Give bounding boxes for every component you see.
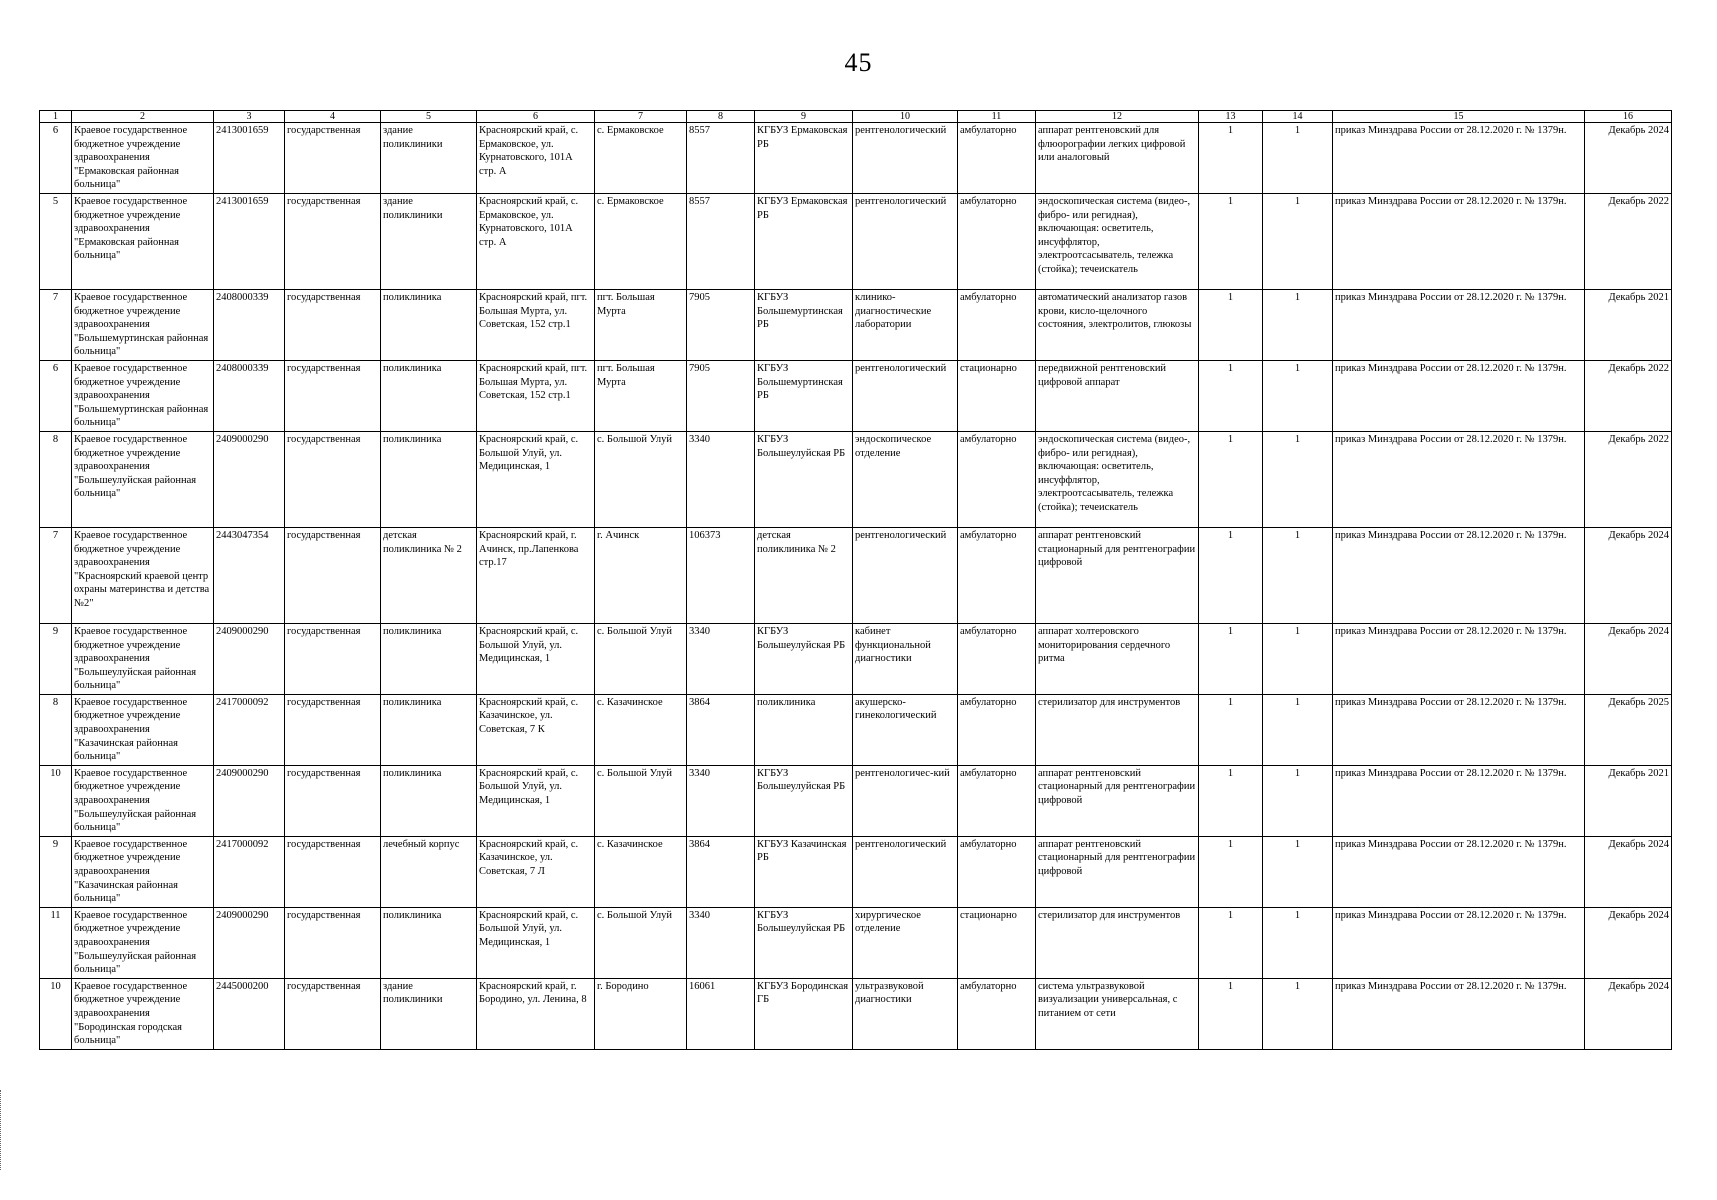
institution-name-cell: Краевое государственное бюджетное учреждение здравоохранения "Большеулуйская районная больница" bbox=[72, 907, 214, 978]
row-number-cell: 9 bbox=[40, 623, 72, 694]
table-row bbox=[40, 765, 1672, 836]
institution-name-cell: Краевое государственное бюджетное учреждение здравоохранения "Большеулуйская районная больница" bbox=[72, 623, 214, 694]
row-number-cell: 5 bbox=[40, 193, 72, 289]
column-number-7: 7 bbox=[595, 111, 687, 123]
row-number-cell: 9 bbox=[40, 836, 72, 907]
service-profile-cell: рентгенологический bbox=[853, 123, 958, 194]
inn-cell: 2409000290 bbox=[214, 765, 285, 836]
address-cell: Красноярский край, с. Большой Улуй, ул. Медицинская, 1 bbox=[477, 765, 595, 836]
building-type-cell: поликлиника bbox=[381, 431, 477, 527]
row-number-cell: 8 bbox=[40, 431, 72, 527]
deadline-cell: Декабрь 2022 bbox=[1585, 360, 1672, 431]
settlement-cell: с. Большой Улуй bbox=[595, 907, 687, 978]
department-name-cell: поликлиника bbox=[755, 694, 853, 765]
column-number-1: 1 bbox=[40, 111, 72, 123]
deadline-cell: Декабрь 2021 bbox=[1585, 765, 1672, 836]
quantity-required-cell: 1 bbox=[1199, 527, 1263, 623]
equipment-name-cell: стерилизатор для инструментов bbox=[1036, 694, 1199, 765]
population-cell: 3340 bbox=[687, 765, 755, 836]
inn-cell: 2445000200 bbox=[214, 978, 285, 1049]
settlement-cell: с. Ермаковское bbox=[595, 123, 687, 194]
deadline-cell: Декабрь 2024 bbox=[1585, 623, 1672, 694]
institution-name-cell: Краевое государственное бюджетное учреждение здравоохранения "Бородинская городская больница" bbox=[72, 978, 214, 1049]
table-row bbox=[40, 623, 1672, 694]
department-name-cell: КГБУЗ Бородинская ГБ bbox=[755, 978, 853, 1049]
quantity-required-cell: 1 bbox=[1199, 623, 1263, 694]
row-number-cell: 8 bbox=[40, 694, 72, 765]
institution-name-cell: Краевое государственное бюджетное учреждение здравоохранения "Большемуртинская районная больница" bbox=[72, 289, 214, 360]
column-number-14: 14 bbox=[1263, 111, 1333, 123]
address-cell: Красноярский край, с. Казачинское, ул. Советская, 7 Л bbox=[477, 836, 595, 907]
regulatory-basis-cell: приказ Минздрава России от 28.12.2020 г. № 1379н. bbox=[1333, 123, 1585, 194]
quantity-planned-cell: 1 bbox=[1263, 907, 1333, 978]
settlement-cell: с. Казачинское bbox=[595, 694, 687, 765]
column-number-3: 3 bbox=[214, 111, 285, 123]
building-type-cell: детская поликлиника № 2 bbox=[381, 527, 477, 623]
deadline-cell: Декабрь 2025 bbox=[1585, 694, 1672, 765]
table-row bbox=[40, 907, 1672, 978]
quantity-planned-cell: 1 bbox=[1263, 765, 1333, 836]
service-profile-cell: рентгенологический bbox=[853, 527, 958, 623]
equipment-name-cell: аппарат рентгеновский стационарный для рентгенографии цифровой bbox=[1036, 836, 1199, 907]
quantity-required-cell: 1 bbox=[1199, 360, 1263, 431]
building-type-cell: здание поликлиники bbox=[381, 193, 477, 289]
deadline-cell: Декабрь 2021 bbox=[1585, 289, 1672, 360]
table-row bbox=[40, 431, 1672, 527]
deadline-cell: Декабрь 2022 bbox=[1585, 193, 1672, 289]
settlement-cell: с. Ермаковское bbox=[595, 193, 687, 289]
department-name-cell: КГБУЗ Большемуртинская РБ bbox=[755, 289, 853, 360]
column-number-11: 11 bbox=[958, 111, 1036, 123]
service-profile-cell: акушерско-гинекологический bbox=[853, 694, 958, 765]
quantity-required-cell: 1 bbox=[1199, 978, 1263, 1049]
building-type-cell: поликлиника bbox=[381, 289, 477, 360]
building-type-cell: лечебный корпус bbox=[381, 836, 477, 907]
inn-cell: 2417000092 bbox=[214, 836, 285, 907]
column-number-13: 13 bbox=[1199, 111, 1263, 123]
ownership-form-cell: государственная bbox=[285, 907, 381, 978]
deadline-cell: Декабрь 2024 bbox=[1585, 123, 1672, 194]
equipment-name-cell: эндоскопическая система (видео-, фибро- или регидная), включающая: осветитель, инсуффлятор, электроотсасыватель, тележка (стойка); течеискатель bbox=[1036, 193, 1199, 289]
settlement-cell: пгт. Большая Мурта bbox=[595, 289, 687, 360]
building-type-cell: здание поликлиники bbox=[381, 123, 477, 194]
equipment-name-cell: аппарат рентгеновский стационарный для рентгенографии цифровой bbox=[1036, 765, 1199, 836]
equipment-name-cell: эндоскопическая система (видео-, фибро- или регидная), включающая: осветитель, инсуффлятор, электроотсасыватель, тележка (стойка); течеискатель bbox=[1036, 431, 1199, 527]
population-cell: 3340 bbox=[687, 623, 755, 694]
quantity-planned-cell: 1 bbox=[1263, 527, 1333, 623]
institution-name-cell: Краевое государственное бюджетное учреждение здравоохранения "Большеулуйская районная больница" bbox=[72, 431, 214, 527]
care-conditions-cell: амбулаторно bbox=[958, 978, 1036, 1049]
institution-name-cell: Краевое государственное бюджетное учреждение здравоохранения "Ермаковская районная больница" bbox=[72, 123, 214, 194]
address-cell: Красноярский край, г. Ачинск, пр.Лапенкова стр.17 bbox=[477, 527, 595, 623]
row-number-cell: 11 bbox=[40, 907, 72, 978]
deadline-cell: Декабрь 2022 bbox=[1585, 431, 1672, 527]
quantity-required-cell: 1 bbox=[1199, 694, 1263, 765]
equipment-name-cell: автоматический анализатор газов крови, кисло-щелочного состояния, электролитов, глюкозы bbox=[1036, 289, 1199, 360]
row-number-cell: 10 bbox=[40, 978, 72, 1049]
building-type-cell: поликлиника bbox=[381, 907, 477, 978]
care-conditions-cell: амбулаторно bbox=[958, 765, 1036, 836]
column-number-15: 15 bbox=[1333, 111, 1585, 123]
address-cell: Красноярский край, с. Ермаковское, ул. Курнатовского, 101А стр. А bbox=[477, 123, 595, 194]
care-conditions-cell: амбулаторно bbox=[958, 431, 1036, 527]
equipment-name-cell: аппарат холтеровского мониторирования сердечного ритма bbox=[1036, 623, 1199, 694]
population-cell: 8557 bbox=[687, 123, 755, 194]
column-number-12: 12 bbox=[1036, 111, 1199, 123]
regulatory-basis-cell: приказ Минздрава России от 28.12.2020 г. № 1379н. bbox=[1333, 527, 1585, 623]
institution-name-cell: Краевое государственное бюджетное учреждение здравоохранения "Казачинская районная больница" bbox=[72, 694, 214, 765]
inn-cell: 2409000290 bbox=[214, 907, 285, 978]
department-name-cell: КГБУЗ Большеулуйская РБ bbox=[755, 765, 853, 836]
table-body bbox=[40, 123, 1672, 1050]
building-type-cell: поликлиника bbox=[381, 623, 477, 694]
population-cell: 7905 bbox=[687, 289, 755, 360]
quantity-required-cell: 1 bbox=[1199, 765, 1263, 836]
regulatory-basis-cell: приказ Минздрава России от 28.12.2020 г. № 1379н. bbox=[1333, 193, 1585, 289]
department-name-cell: КГБУЗ Большемуртинская РБ bbox=[755, 360, 853, 431]
regulatory-basis-cell: приказ Минздрава России от 28.12.2020 г. № 1379н. bbox=[1333, 978, 1585, 1049]
care-conditions-cell: амбулаторно bbox=[958, 193, 1036, 289]
table-row bbox=[40, 123, 1672, 194]
institution-name-cell: Краевое государственное бюджетное учреждение здравоохранения "Большеулуйская районная больница" bbox=[72, 765, 214, 836]
row-number-cell: 6 bbox=[40, 360, 72, 431]
building-type-cell: поликлиника bbox=[381, 694, 477, 765]
population-cell: 3864 bbox=[687, 836, 755, 907]
ownership-form-cell: государственная bbox=[285, 193, 381, 289]
institution-name-cell: Краевое государственное бюджетное учреждение здравоохранения "Казачинская районная больница" bbox=[72, 836, 214, 907]
column-number-16: 16 bbox=[1585, 111, 1672, 123]
department-name-cell: КГБУЗ Большеулуйская РБ bbox=[755, 907, 853, 978]
regulatory-basis-cell: приказ Минздрава России от 28.12.2020 г. № 1379н. bbox=[1333, 431, 1585, 527]
institution-name-cell: Краевое государственное бюджетное учреждение здравоохранения "Большемуртинская районная больница" bbox=[72, 360, 214, 431]
regulatory-basis-cell: приказ Минздрава России от 28.12.2020 г. № 1379н. bbox=[1333, 289, 1585, 360]
care-conditions-cell: стационарно bbox=[958, 907, 1036, 978]
address-cell: Красноярский край, с. Ермаковское, ул. Курнатовского, 101А стр. А bbox=[477, 193, 595, 289]
regulatory-basis-cell: приказ Минздрава России от 28.12.2020 г. № 1379н. bbox=[1333, 694, 1585, 765]
service-profile-cell: рентгенологический bbox=[853, 360, 958, 431]
settlement-cell: с. Большой Улуй bbox=[595, 623, 687, 694]
regulatory-basis-cell: приказ Минздрава России от 28.12.2020 г. № 1379н. bbox=[1333, 360, 1585, 431]
care-conditions-cell: амбулаторно bbox=[958, 694, 1036, 765]
equipment-name-cell: аппарат рентгеновский для флюорографии легких цифровой или аналоговый bbox=[1036, 123, 1199, 194]
quantity-required-cell: 1 bbox=[1199, 431, 1263, 527]
column-number-6: 6 bbox=[477, 111, 595, 123]
quantity-required-cell: 1 bbox=[1199, 193, 1263, 289]
quantity-planned-cell: 1 bbox=[1263, 431, 1333, 527]
equipment-register-table bbox=[39, 110, 1672, 1050]
quantity-planned-cell: 1 bbox=[1263, 289, 1333, 360]
care-conditions-cell: амбулаторно bbox=[958, 623, 1036, 694]
row-number-cell: 7 bbox=[40, 527, 72, 623]
column-number-10: 10 bbox=[853, 111, 958, 123]
service-profile-cell: хирургическое отделение bbox=[853, 907, 958, 978]
address-cell: Красноярский край, пгт. Большая Мурта, ул. Советская, 152 стр.1 bbox=[477, 289, 595, 360]
quantity-required-cell: 1 bbox=[1199, 836, 1263, 907]
ownership-form-cell: государственная bbox=[285, 431, 381, 527]
department-name-cell: КГБУЗ Ермаковская РБ bbox=[755, 123, 853, 194]
building-type-cell: поликлиника bbox=[381, 360, 477, 431]
row-number-cell: 6 bbox=[40, 123, 72, 194]
settlement-cell: с. Большой Улуй bbox=[595, 765, 687, 836]
deadline-cell: Декабрь 2024 bbox=[1585, 836, 1672, 907]
quantity-planned-cell: 1 bbox=[1263, 623, 1333, 694]
inn-cell: 2409000290 bbox=[214, 623, 285, 694]
care-conditions-cell: амбулаторно bbox=[958, 836, 1036, 907]
inn-cell: 2408000339 bbox=[214, 289, 285, 360]
address-cell: Красноярский край, г. Бородино, ул. Ленина, 8 bbox=[477, 978, 595, 1049]
building-type-cell: здание поликлиники bbox=[381, 978, 477, 1049]
settlement-cell: с. Большой Улуй bbox=[595, 431, 687, 527]
row-number-cell: 10 bbox=[40, 765, 72, 836]
service-profile-cell: рентгенологический bbox=[853, 836, 958, 907]
population-cell: 3864 bbox=[687, 694, 755, 765]
column-number-8: 8 bbox=[687, 111, 755, 123]
inn-cell: 2408000339 bbox=[214, 360, 285, 431]
service-profile-cell: ультразвуковой диагностики bbox=[853, 978, 958, 1049]
address-cell: Красноярский край, с. Большой Улуй, ул. Медицинская, 1 bbox=[477, 431, 595, 527]
column-number-4: 4 bbox=[285, 111, 381, 123]
care-conditions-cell: стационарно bbox=[958, 360, 1036, 431]
settlement-cell: пгт. Большая Мурта bbox=[595, 360, 687, 431]
address-cell: Красноярский край, пгт. Большая Мурта, ул. Советская, 152 стр.1 bbox=[477, 360, 595, 431]
ownership-form-cell: государственная bbox=[285, 123, 381, 194]
ownership-form-cell: государственная bbox=[285, 623, 381, 694]
quantity-planned-cell: 1 bbox=[1263, 836, 1333, 907]
quantity-planned-cell: 1 bbox=[1263, 123, 1333, 194]
row-number-cell: 7 bbox=[40, 289, 72, 360]
population-cell: 106373 bbox=[687, 527, 755, 623]
quantity-planned-cell: 1 bbox=[1263, 193, 1333, 289]
inn-cell: 2409000290 bbox=[214, 431, 285, 527]
service-profile-cell: эндоскопическое отделение bbox=[853, 431, 958, 527]
population-cell: 7905 bbox=[687, 360, 755, 431]
regulatory-basis-cell: приказ Минздрава России от 28.12.2020 г. № 1379н. bbox=[1333, 623, 1585, 694]
regulatory-basis-cell: приказ Минздрава России от 28.12.2020 г. № 1379н. bbox=[1333, 765, 1585, 836]
table-row bbox=[40, 193, 1672, 289]
column-number-row bbox=[40, 111, 1672, 123]
table-row bbox=[40, 527, 1672, 623]
service-profile-cell: клинико-диагностические лаборатории bbox=[853, 289, 958, 360]
service-profile-cell: кабинет функциональной диагностики bbox=[853, 623, 958, 694]
quantity-planned-cell: 1 bbox=[1263, 360, 1333, 431]
population-cell: 3340 bbox=[687, 431, 755, 527]
institution-name-cell: Краевое государственное бюджетное учреждение здравоохранения "Красноярский краевой центр охраны материнства и детства №2" bbox=[72, 527, 214, 623]
ownership-form-cell: государственная bbox=[285, 765, 381, 836]
inn-cell: 2443047354 bbox=[214, 527, 285, 623]
deadline-cell: Декабрь 2024 bbox=[1585, 527, 1672, 623]
address-cell: Красноярский край, с. Казачинское, ул. Советская, 7 К bbox=[477, 694, 595, 765]
regulatory-basis-cell: приказ Минздрава России от 28.12.2020 г. № 1379н. bbox=[1333, 907, 1585, 978]
address-cell: Красноярский край, с. Большой Улуй, ул. Медицинская, 1 bbox=[477, 623, 595, 694]
inn-cell: 2413001659 bbox=[214, 123, 285, 194]
equipment-name-cell: система ультразвуковой визуализации универсальная, с питанием от сети bbox=[1036, 978, 1199, 1049]
column-number-9: 9 bbox=[755, 111, 853, 123]
ownership-form-cell: государственная bbox=[285, 978, 381, 1049]
ownership-form-cell: государственная bbox=[285, 836, 381, 907]
ownership-form-cell: государственная bbox=[285, 289, 381, 360]
regulatory-basis-cell: приказ Минздрава России от 28.12.2020 г. № 1379н. bbox=[1333, 836, 1585, 907]
quantity-planned-cell: 1 bbox=[1263, 978, 1333, 1049]
quantity-required-cell: 1 bbox=[1199, 289, 1263, 360]
deadline-cell: Декабрь 2024 bbox=[1585, 978, 1672, 1049]
department-name-cell: КГБУЗ Большеулуйская РБ bbox=[755, 623, 853, 694]
care-conditions-cell: амбулаторно bbox=[958, 123, 1036, 194]
service-profile-cell: рентгенологичес-кий bbox=[853, 765, 958, 836]
department-name-cell: КГБУЗ Казачинская РБ bbox=[755, 836, 853, 907]
table-row bbox=[40, 289, 1672, 360]
ownership-form-cell: государственная bbox=[285, 694, 381, 765]
equipment-name-cell: аппарат рентгеновский стационарный для рентгенографии цифровой bbox=[1036, 527, 1199, 623]
population-cell: 8557 bbox=[687, 193, 755, 289]
care-conditions-cell: амбулаторно bbox=[958, 289, 1036, 360]
department-name-cell: КГБУЗ Большеулуйская РБ bbox=[755, 431, 853, 527]
care-conditions-cell: амбулаторно bbox=[958, 527, 1036, 623]
institution-name-cell: Краевое государственное бюджетное учреждение здравоохранения "Ермаковская районная больница" bbox=[72, 193, 214, 289]
scan-edge-mark bbox=[0, 1090, 3, 1170]
equipment-name-cell: стерилизатор для инструментов bbox=[1036, 907, 1199, 978]
table-row bbox=[40, 978, 1672, 1049]
page-number: 45 bbox=[844, 48, 873, 77]
table-row bbox=[40, 694, 1672, 765]
settlement-cell: г. Бородино bbox=[595, 978, 687, 1049]
table-row bbox=[40, 360, 1672, 431]
column-number-2: 2 bbox=[72, 111, 214, 123]
quantity-required-cell: 1 bbox=[1199, 123, 1263, 194]
service-profile-cell: рентгенологический bbox=[853, 193, 958, 289]
ownership-form-cell: государственная bbox=[285, 360, 381, 431]
building-type-cell: поликлиника bbox=[381, 765, 477, 836]
population-cell: 16061 bbox=[687, 978, 755, 1049]
address-cell: Красноярский край, с. Большой Улуй, ул. Медицинская, 1 bbox=[477, 907, 595, 978]
settlement-cell: г. Ачинск bbox=[595, 527, 687, 623]
quantity-planned-cell: 1 bbox=[1263, 694, 1333, 765]
column-number-5: 5 bbox=[381, 111, 477, 123]
ownership-form-cell: государственная bbox=[285, 527, 381, 623]
deadline-cell: Декабрь 2024 bbox=[1585, 907, 1672, 978]
department-name-cell: детская поликлиника № 2 bbox=[755, 527, 853, 623]
population-cell: 3340 bbox=[687, 907, 755, 978]
inn-cell: 2417000092 bbox=[214, 694, 285, 765]
department-name-cell: КГБУЗ Ермаковская РБ bbox=[755, 193, 853, 289]
equipment-name-cell: передвижной рентгеновский цифровой аппарат bbox=[1036, 360, 1199, 431]
inn-cell: 2413001659 bbox=[214, 193, 285, 289]
settlement-cell: с. Казачинское bbox=[595, 836, 687, 907]
table-row bbox=[40, 836, 1672, 907]
quantity-required-cell: 1 bbox=[1199, 907, 1263, 978]
